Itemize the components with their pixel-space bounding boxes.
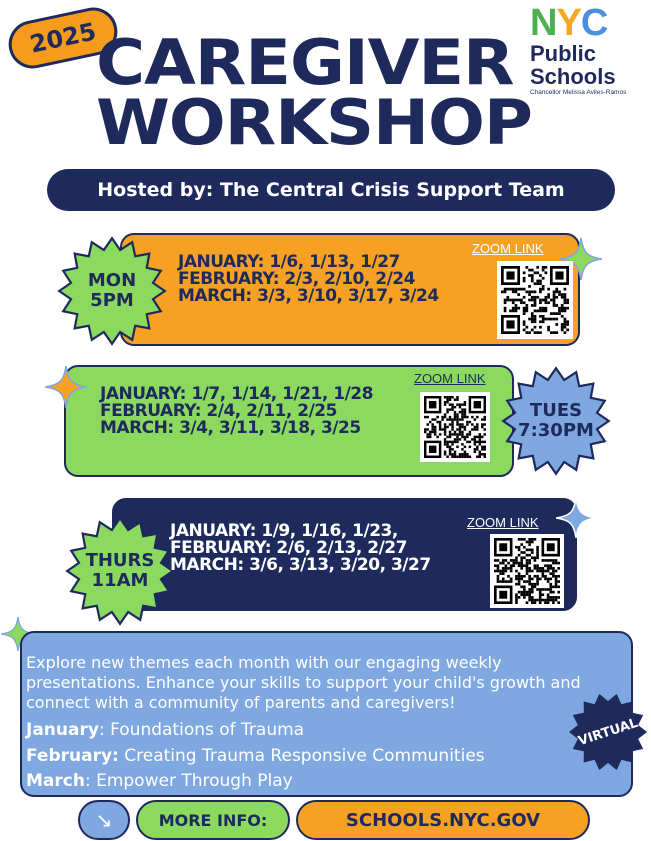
dates-march: MARCH: 3/3, 3/10, 3/17, 3/24 <box>178 286 439 306</box>
page-title-line-1: CAREGIVER <box>96 26 514 99</box>
dates-march: MARCH: 3/6, 3/13, 3/20, 3/27 <box>170 555 431 575</box>
theme-month: January <box>26 720 99 740</box>
theme-topic: Foundations of Trauma <box>110 720 305 740</box>
logo-line-public: Public <box>530 41 597 66</box>
logo-line-schools: Schools <box>530 64 616 90</box>
info-description: Explore new themes each month with our engaging weekly presentations. Enhance your skills to support your child's growth and connect with a community of parents and caregivers! <box>26 653 581 712</box>
virtual-text: VIRTUAL <box>576 715 640 749</box>
theme-month: March <box>26 771 85 791</box>
sparkle-star-icon <box>556 498 596 538</box>
logo-chancellor: Chancellor Melissa Aviles-Ramos <box>530 89 627 97</box>
dates-february: FEBRUARY: 2/6, 2/13, 2/27 <box>170 538 407 558</box>
qr-code-icon[interactable] <box>497 261 573 339</box>
dates-monday <box>178 254 439 305</box>
dates-january: JANUARY: 1/9, 1/16, 1/23, <box>170 521 398 541</box>
virtual-badge <box>563 692 651 772</box>
dates-thursday <box>170 523 431 574</box>
logo-nyc-wordmark <box>530 4 645 42</box>
theme-month: February: <box>26 746 119 766</box>
page-title-line-2: WORKSHOP <box>96 86 532 159</box>
theme-topic: Empower Through Play <box>96 771 293 791</box>
day-badge-tuesday <box>500 366 612 476</box>
dates-january: JANUARY: 1/6, 1/13, 1/27 <box>178 252 400 272</box>
time-label: 11AM <box>91 570 149 591</box>
day-badge-thursday <box>64 516 176 626</box>
dates-tuesday <box>100 386 373 437</box>
year-text: 2025 <box>27 17 99 59</box>
theme-sep: : <box>98 720 111 740</box>
day-label: MON <box>87 270 137 291</box>
dates-february: FEBRUARY: 2/4, 2/11, 2/25 <box>100 401 337 421</box>
theme-topic: Creating Trauma Responsive Communities <box>124 746 485 766</box>
qr-code-icon[interactable] <box>420 392 490 462</box>
qr-code-icon[interactable] <box>490 534 564 608</box>
day-label: THURS <box>85 550 155 571</box>
theme-march <box>26 771 293 791</box>
dates-january: JANUARY: 1/7, 1/14, 1/21, 1/28 <box>100 384 373 404</box>
hosted-by-banner <box>47 169 615 211</box>
more-info-label: MORE INFO: <box>136 800 290 840</box>
arrow-down-right-icon[interactable]: ↘ <box>78 800 130 840</box>
logo-letter-c: C <box>580 2 608 44</box>
time-label: 7:30PM <box>518 420 594 441</box>
zoom-link-tuesday[interactable]: ZOOM LINK <box>414 371 486 386</box>
day-label: TUES <box>529 400 583 421</box>
nyc-public-schools-logo <box>530 4 645 96</box>
logo-letter-n: N <box>530 2 557 44</box>
sparkle-star-icon <box>45 366 87 408</box>
zoom-link-monday[interactable]: ZOOM LINK <box>472 241 544 256</box>
zoom-link-thursday[interactable]: ZOOM LINK <box>467 515 539 530</box>
logo-letter-y: Y <box>556 2 581 44</box>
theme-january <box>26 720 304 740</box>
dates-february: FEBRUARY: 2/3, 2/10, 2/24 <box>178 269 415 289</box>
dates-march: MARCH: 3/4, 3/11, 3/18, 3/25 <box>100 418 361 438</box>
theme-february <box>26 746 485 766</box>
hosted-by-text: Hosted by: The Central Crisis Support Team <box>97 179 565 201</box>
theme-sep: : <box>84 771 97 791</box>
day-badge-monday <box>56 236 168 346</box>
schools-website-link[interactable]: SCHOOLS.NYC.GOV <box>296 800 590 840</box>
time-label: 5PM <box>90 290 134 311</box>
